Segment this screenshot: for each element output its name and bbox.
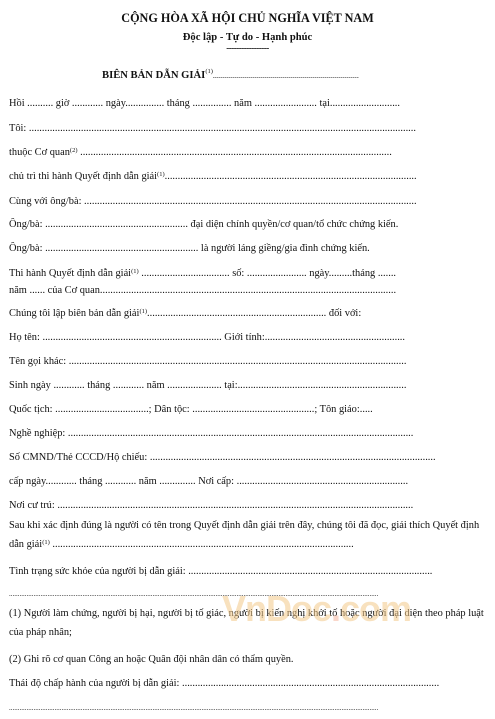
occupation-line: Nghề nghiệp: ..................................................................................................................................... xyxy=(9,428,414,439)
time-place-line: Hồi .......... giờ ............ ngày............... tháng ............... năm ........................ tại........................... xyxy=(9,98,400,109)
national-header: CỘNG HÒA XÃ HỘI CHỦ NGHĨA VIỆT NAM xyxy=(121,11,374,25)
officer-line: Tôi: ..................................................................................................................................................... xyxy=(9,123,416,134)
alias-line: Tên gọi khác: .................................................................................................................................. xyxy=(9,356,407,367)
bottom-dots: ................................................................................................................................................................................................................... xyxy=(9,704,379,712)
lead-line: chủ trì thi hành Quyết định dẫn giải$^{(1)}$................................................................................................. xyxy=(9,171,417,182)
companion-line: Cùng với ông/bà: ................................................................................................................................ xyxy=(9,196,417,207)
document-title xyxy=(102,70,359,81)
issue-date-line: cấp ngày............ tháng ............ năm .............. Nơi cấp: .................................................................. xyxy=(9,476,409,487)
id-number-line: Số CMND/Thẻ CCCD/Hộ chiếu: .............................................................................................................. xyxy=(9,452,436,463)
footnote-2: (2) Ghi rõ cơ quan Công an hoặc Quân đội nhân dân có thẩm quyền. xyxy=(9,654,294,665)
nationality-line: Quốc tịch: ....................................; Dân tộc: ...............................................; Tôn giáo:..... xyxy=(9,404,373,415)
attitude-line: Thái độ chấp hành của người bị dẫn giải: ................................................................................................... xyxy=(9,678,440,689)
title-text: BIÊN BẢN DẪN GIẢI xyxy=(102,70,206,81)
footnote-1: (1) Người làm chứng, người bị hại, người bị tố giác, người bị kiến nghị khởi tố hoặc người đại diện theo pháp luật của pháp nhân; xyxy=(9,608,484,638)
full-name-line: Họ tên: ..................................................................... Giới tính:...................................................... xyxy=(9,332,406,343)
title-dots: ......................................................................... xyxy=(212,71,359,80)
authority-witness-line: Ông/bà: ....................................................... đại diện chính quyền/cơ quan/tổ chức chứng kiến. xyxy=(9,219,399,230)
residence-line: Nơi cư trú: ......................................................................................................................................... xyxy=(9,500,414,511)
health-line: Tình trạng sức khỏe của người bị dẫn giải: .............................................................................................. xyxy=(9,566,433,577)
separator-dots: ................................................................................................................................................................................................................... xyxy=(9,590,379,598)
explanation-paragraph: Sau khi xác định đúng là người có tên trong Quyết định dẫn giải trên đây, chúng tôi đã đọc, giải thích Quyết định dẫn giải$^{(1)}$ .................................................................................................................... xyxy=(9,520,480,550)
report-subject-line: Chúng tôi lập biên bản dẫn giải$^{(1)}$..................................................................... đối với: xyxy=(9,308,362,319)
decision-line: Thi hành Quyết định dẫn giải$^{(1)}$ .................................. số: ....................... ngày.........tháng ....... xyxy=(9,268,397,279)
watermark-logo: VnDoc.com xyxy=(222,588,412,629)
decision-agency-line: năm ...... của Cơ quan.................................................................................................................. xyxy=(9,285,397,296)
header-rule: ----------------- xyxy=(226,43,269,53)
neighbor-witness-line: Ông/bà: ........................................................... là người láng giềng/gia đình chứng kiến. xyxy=(9,243,370,254)
birth-line: Sinh ngày ............ tháng ............ năm ..................... tại:................................................................. xyxy=(9,380,407,391)
title-footnote: (1) xyxy=(205,68,213,75)
motto: Độc lập - Tự do - Hạnh phúc xyxy=(182,32,313,43)
agency-line: thuộc Cơ quan$^{(2)}$ ........................................................................................................................ xyxy=(9,147,392,158)
